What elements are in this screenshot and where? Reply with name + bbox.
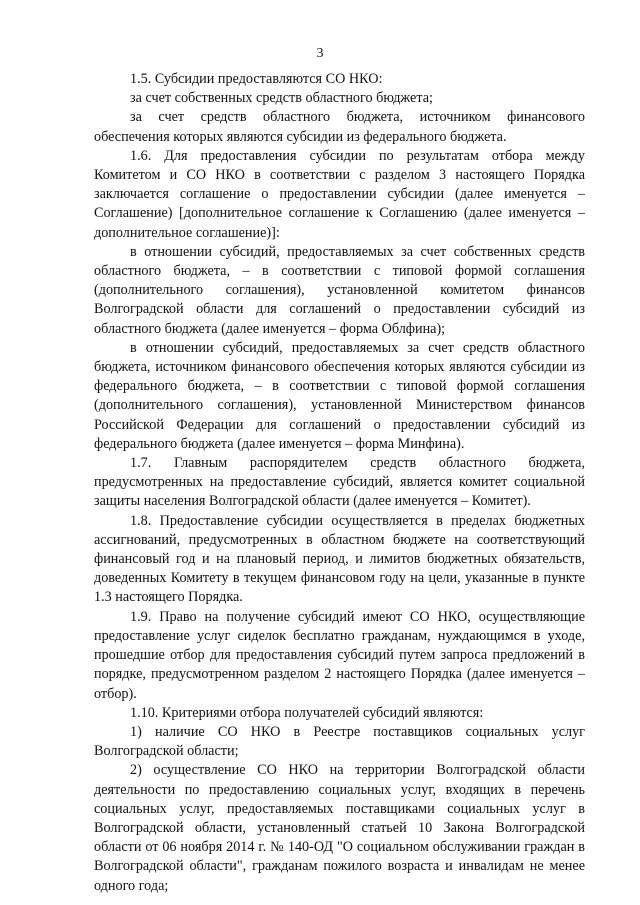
paragraph-own-funds: за счет собственных средств областного бюджета; [130,90,433,107]
paragraph-1-10: 1.10. Критериями отбора получателей субсидий являются: [130,704,484,721]
paragraph-oblfin-form: в отношении субсидий, предоставляемых за счет собственных средств областного бюджета, – в соответствии с типовой формой соглашения (дополнительного соглашения), установленной комитетом финансов Волгоградской области для соглашений о предоставлении субсидий из областного бюджета (далее именуется – форма Облфина); [94,243,585,337]
paragraph-minfin-form: в отношении субсидий, предоставляемых за счет средств областного бюджета, источником финансового обеспечения которых являются субсидии из федерального бюджета, – в соответствии с типовой формой соглашения (дополнительного соглашения), установленной Министерством финансов Российской Федерации для соглашений о предоставлении субсидий из федерального бюджета (далее именуется – форма Минфина). [94,339,585,452]
criterion-2: 2) осуществление СО НКО на территории Волгоградской области деятельности по предоставлению социальных услуг, входящих в перечень социальных услуг, предоставляемых поставщиками социальных услуг в Волгоградской области, установленный статьей 10 Закона Волгоградской области от 06 ноября 2014 г. № 140-ОД "О социальном обслуживании граждан в Волгоградской области", гражданам пожилого возраста и инвалидам не менее одного года; [94,762,585,894]
paragraph-1-7: 1.7. Главным распорядителем средств областного бюджета, предусмотренных на предоставление субсидий, является комитет социальной защиты населения Волгоградской области (далее именуется – Комитет). [94,455,585,510]
document-body [94,70,585,896]
paragraph-federal-funds: за счет средств областного бюджета, источником финансового обеспечения которых являются субсидии из федерального бюджета. [94,109,585,145]
paragraph-1-9: 1.9. Право на получение субсидий имеют СО НКО, осуществляющие предоставление услуг сиделок бесплатно гражданам, нуждающимся в уходе, прошедшие отбор для предоставления субсидий путем запроса предложений в порядке, предусмотренном разделом 2 настоящего Порядка (далее именуется – отбор). [94,608,585,702]
criterion-1: 1) наличие СО НКО в Реестре поставщиков социальных услуг Волгоградской области; [94,723,585,760]
paragraph-1-6: 1.6. Для предоставления субсидии по результатам отбора между Комитетом и СО НКО в соответствии с разделом 3 настоящего Порядка заключается соглашение о предоставлении субсидии (далее именуется – Соглашение) [дополнительное соглашение к Соглашению (далее именуется – дополнительное соглашение)]: [94,147,585,241]
paragraph-1-8: 1.8. Предоставление субсидии осуществляется в пределах бюджетных ассигнований, предусмотренных в областном бюджете на соответствующий финансовый год и на плановый период, и лимитов бюджетных обязательств, доведенных Комитету в текущем финансовом году на цели, указанные в пункте 1.3 настоящего Порядка. [94,512,585,606]
paragraph-1-5: 1.5. Субсидии предоставляются СО НКО: [130,71,383,87]
page-number: 3 [316,46,324,61]
